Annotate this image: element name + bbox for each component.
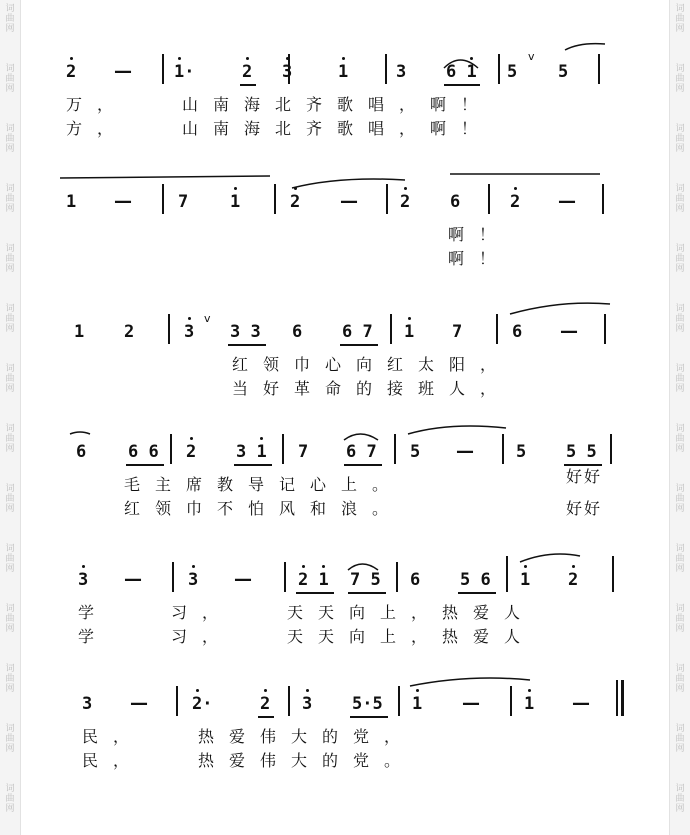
octave-dot [408, 317, 411, 320]
watermark-stamp: 词 曲 网 [675, 184, 685, 214]
watermark-stamp: 词 曲 网 [5, 424, 15, 454]
watermark-stamp: 词 曲 网 [675, 784, 685, 814]
octave-dot [342, 57, 345, 60]
octave-dot [190, 437, 193, 440]
note: 2 [186, 442, 197, 462]
octave-dot [70, 57, 73, 60]
watermark-stamp: 词 曲 网 [5, 784, 15, 814]
watermark-stamp: 词 曲 网 [5, 4, 15, 34]
note: 7 [178, 192, 189, 212]
underline [344, 464, 382, 466]
note: 1 [66, 192, 77, 212]
note: 3 [78, 570, 89, 590]
watermark-stamp: 词 曲 网 [5, 724, 15, 754]
underline [258, 716, 274, 718]
bar-line [598, 54, 600, 84]
underline [126, 464, 164, 466]
note: 3 [396, 62, 407, 82]
bar-line [390, 314, 392, 344]
underline [228, 344, 266, 346]
note: 6 [76, 442, 87, 462]
breath-mark: v [528, 50, 535, 63]
watermark-stamp: 词 曲 网 [5, 64, 15, 94]
watermark-stamp: 词 曲 网 [5, 304, 15, 334]
note-dash: — [462, 693, 480, 714]
bar-line [488, 184, 490, 214]
note: 5 6 [460, 570, 491, 590]
note: 5 [410, 442, 421, 462]
note-dash: — [456, 441, 474, 462]
octave-dot [322, 565, 325, 568]
underline [444, 84, 480, 86]
note: 1 [404, 322, 415, 342]
note: 7 5 [350, 570, 381, 590]
bar-line [602, 184, 604, 214]
note: 1 [74, 322, 85, 342]
watermark-stamp: 词 曲 网 [675, 664, 685, 694]
lyric-line-1: 民， 热爱伟大的党， [82, 727, 416, 746]
bar-line [394, 434, 396, 464]
note: 7 [452, 322, 463, 342]
underline [234, 464, 272, 466]
octave-dot [514, 187, 517, 190]
note: 5 [558, 62, 569, 82]
octave-dot [294, 187, 297, 190]
note-dash: — [234, 569, 252, 590]
bar-line [162, 184, 164, 214]
watermark-column-left [0, 0, 21, 835]
note-dash: — [130, 693, 148, 714]
bar-line [502, 434, 504, 464]
note: 6 6 [128, 442, 159, 462]
note-dash: — [340, 191, 358, 212]
watermark-stamp: 词 曲 网 [5, 124, 15, 154]
lyric-line-1: 啊！ [448, 225, 511, 244]
octave-dot [286, 57, 289, 60]
lyric-line-1: 毛主席教导记心上。 [124, 475, 404, 494]
note: 3 3 [230, 322, 261, 342]
underline [348, 592, 386, 594]
watermark-stamp: 词 曲 网 [5, 184, 15, 214]
bar-line [398, 686, 400, 716]
watermark-stamp: 词 曲 网 [675, 64, 685, 94]
note: 2 [242, 62, 253, 82]
note: 6 7 [346, 442, 377, 462]
watermark-stamp: 词 曲 网 [675, 304, 685, 334]
bar-line [162, 54, 164, 84]
bar-line [510, 686, 512, 716]
lyric-line-2: 民， 热爱伟大的党。 [82, 751, 416, 770]
lyric-line-1: 学 习， 天天向上，热爱人 [78, 603, 536, 622]
octave-dot [178, 57, 181, 60]
note: 3 1 [236, 442, 267, 462]
watermark-stamp: 词 曲 网 [675, 424, 685, 454]
underline [340, 344, 378, 346]
bar-line [172, 562, 174, 592]
watermark-stamp: 词 曲 网 [5, 364, 15, 394]
note: 2· [192, 694, 213, 714]
bar-line [284, 562, 286, 592]
octave-dot [192, 565, 195, 568]
note: 6 [450, 192, 461, 212]
final-bar-line [621, 680, 624, 716]
note: 2 [510, 192, 521, 212]
octave-dot [82, 565, 85, 568]
lyric-line-2: 红领巾不怕风和浪。 [124, 499, 404, 518]
breath-mark: v [204, 312, 211, 325]
watermark-stamp: 词 曲 网 [675, 4, 685, 34]
note: 3 [282, 62, 293, 82]
watermark-stamp: 词 曲 网 [5, 244, 15, 274]
note: 1 [230, 192, 241, 212]
bar-line [616, 680, 618, 716]
octave-dot [260, 437, 263, 440]
note: 6 7 [342, 322, 373, 342]
watermark-stamp: 词 曲 网 [675, 544, 685, 574]
bar-line [385, 54, 387, 84]
bar-line [274, 184, 276, 214]
bar-line [604, 314, 606, 344]
bar-line [498, 54, 500, 84]
underline [350, 716, 388, 718]
note: 2 [290, 192, 301, 212]
watermark-stamp: 词 曲 网 [5, 484, 15, 514]
score-sheet [20, 0, 670, 835]
lyric-line-2: 学 习， 天天向上，热爱人 [78, 627, 536, 646]
watermark-stamp: 词 曲 网 [5, 604, 15, 634]
octave-dot [470, 57, 473, 60]
note: 3 [302, 694, 313, 714]
note: 2 [66, 62, 77, 82]
bar-line [396, 562, 398, 592]
note: 6 [512, 322, 523, 342]
note-dash: — [558, 191, 576, 212]
watermark-stamp: 词 曲 网 [675, 604, 685, 634]
watermark-stamp: 词 曲 网 [5, 544, 15, 574]
note: 1 [524, 694, 535, 714]
octave-dot [404, 187, 407, 190]
octave-dot [302, 565, 305, 568]
watermark-column-right [669, 0, 690, 835]
bar-line [496, 314, 498, 344]
bar-line [176, 686, 178, 716]
lyric-line-2: 啊！ [448, 249, 511, 268]
note-dash: — [124, 569, 142, 590]
octave-dot [572, 565, 575, 568]
lyric-tail-1: 好好 [566, 467, 603, 486]
lyric-line-2: 当好革命的接班人， [232, 379, 512, 398]
bar-line [386, 184, 388, 214]
note: 2 [260, 694, 271, 714]
underline [240, 84, 256, 86]
octave-dot [524, 565, 527, 568]
bar-line [288, 686, 290, 716]
bar-line [612, 556, 614, 592]
watermark-stamp: 词 曲 网 [675, 124, 685, 154]
note: 5 [516, 442, 527, 462]
note: 6 1 [446, 62, 477, 82]
watermark-stamp: 词 曲 网 [675, 724, 685, 754]
note: 5 5 [566, 442, 597, 462]
note-dash: — [572, 693, 590, 714]
octave-dot [416, 689, 419, 692]
note: 1 [412, 694, 423, 714]
watermark-stamp: 词 曲 网 [675, 244, 685, 274]
bar-line [168, 314, 170, 344]
octave-dot [306, 689, 309, 692]
bar-line [610, 434, 612, 464]
note: 3 [188, 570, 199, 590]
note: 2 [568, 570, 579, 590]
note-dash: — [560, 321, 578, 342]
note: 2 [400, 192, 411, 212]
note: 1 [338, 62, 349, 82]
note: 1· [174, 62, 195, 82]
note-dash: — [114, 61, 132, 82]
note: 1 [520, 570, 531, 590]
note: 5 [507, 62, 518, 82]
note: 6 [292, 322, 303, 342]
lyric-line-2: 方， 山南海北齐歌唱，啊！ [66, 119, 493, 138]
underline [296, 592, 334, 594]
note: 2 1 [298, 570, 329, 590]
watermark-stamp: 词 曲 网 [675, 364, 685, 394]
note: 2 [124, 322, 135, 342]
octave-dot [246, 57, 249, 60]
octave-dot [264, 689, 267, 692]
underline [458, 592, 496, 594]
note: 5·5 [352, 694, 383, 714]
octave-dot [188, 317, 191, 320]
bar-line [170, 434, 172, 464]
note: 3 [82, 694, 93, 714]
octave-dot [528, 689, 531, 692]
octave-dot [234, 187, 237, 190]
note: 6 [410, 570, 421, 590]
note: 7 [298, 442, 309, 462]
lyric-line-1: 万， 山南海北齐歌唱，啊！ [66, 95, 493, 114]
note-dash: — [114, 191, 132, 212]
watermark-stamp: 词 曲 网 [5, 664, 15, 694]
lyric-tail-2: 好好 [566, 499, 603, 518]
bar-line [282, 434, 284, 464]
note: 3 [184, 322, 195, 342]
lyric-line-1: 红领巾心向红太阳， [232, 355, 512, 374]
watermark-stamp: 词 曲 网 [675, 484, 685, 514]
bar-line [506, 556, 508, 592]
octave-dot [196, 689, 199, 692]
